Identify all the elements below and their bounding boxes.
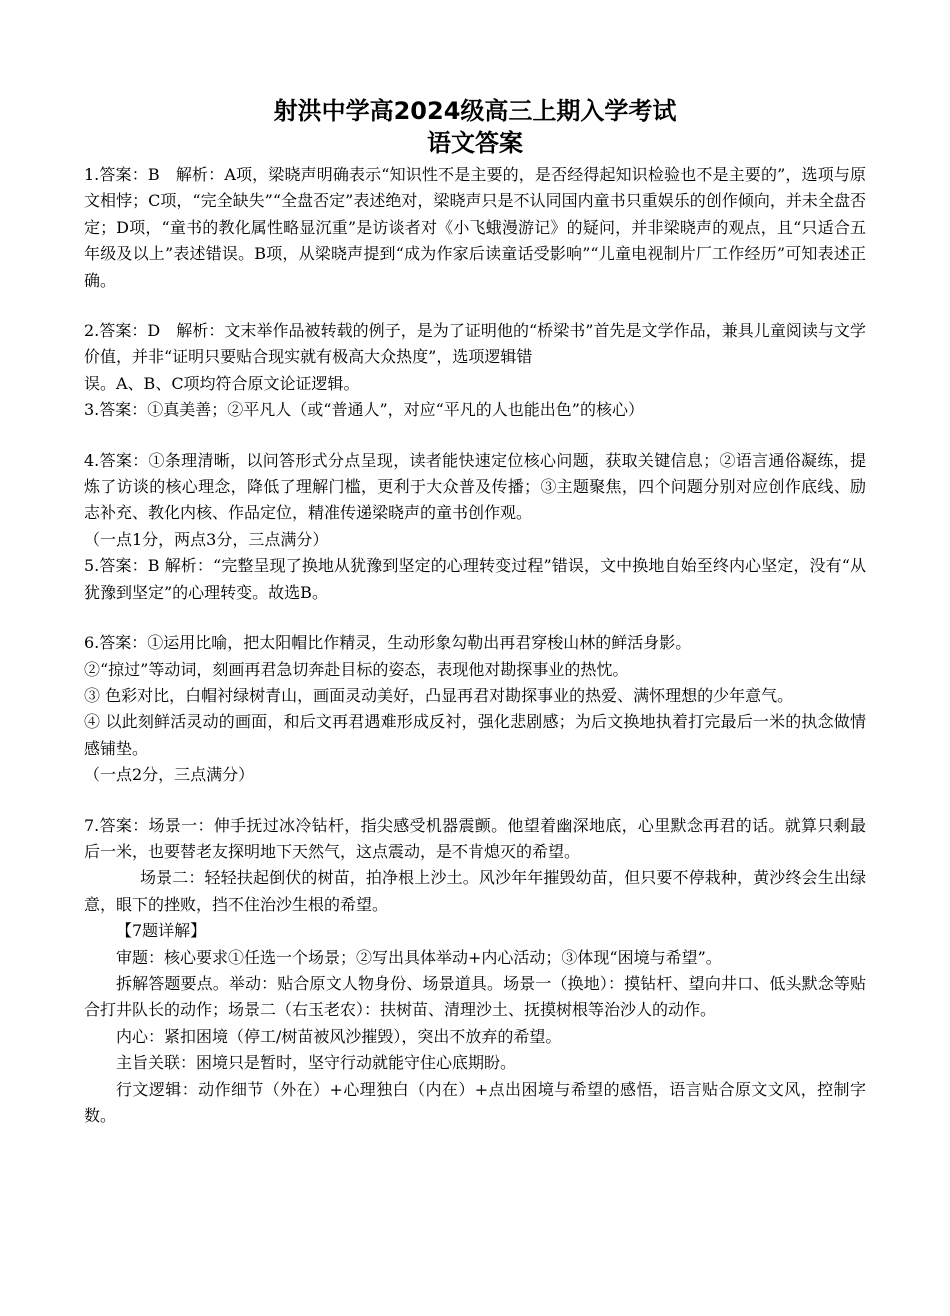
answer-q7-detail-4: 主旨关联：困境只是暂时，坚守行动就能守住心底期盼。 <box>116 1053 517 1073</box>
answer-q7-detail-heading: 【7题详解】 <box>116 921 207 941</box>
answer-q5: 5.答案：B 解析：“完整呈现了换地从犹豫到坚定的心理转变过程”错误，文中换地自始至终内心坚定，没有“从犹豫到坚定”的心理转变。故选B。 <box>84 556 866 602</box>
answer-q7-detail-1: 审题：核心要求①任选一个场景；②写出具体举动+内心活动；③体现“困境与希望”。 <box>116 947 722 967</box>
spacer <box>84 424 866 448</box>
spacer <box>84 294 866 318</box>
answer-q6: 6.答案：①运用比喻，把太阳帽比作精灵，生动形象勾勒出再君穿梭山林的鲜活身影。 <box>84 633 692 653</box>
answer-q6-point2: ②“掠过”等动词，刻画再君急切奔赴目标的姿态，表现他对勘探事业的热忱。 <box>84 659 629 679</box>
answer-q7: 7.答案：场景一：伸手抚过冰冷钻杆，指尖感受机器震颤。他望着幽深地底，心里默念再君的话。就算只剩最后一米，也要替老友探明地下天然气，这点震动，是不肯熄灭的希望。 <box>84 815 866 861</box>
answer-q6-scoring: （一点2分，三点满分） <box>84 765 255 785</box>
answer-q2-continued: 误。A、B、C项均符合原文论证逻辑。 <box>84 373 360 393</box>
page-subtitle: 语文答案 <box>427 129 523 157</box>
answer-document <box>84 96 866 1129</box>
spacer <box>84 789 866 813</box>
answer-q3: 3.答案：①真美善；②平凡人（或“普通人”，对应“平凡的人也能出色”的核心） <box>84 400 644 420</box>
answer-q7-detail-5: 行文逻辑：动作细节（外在）+心理独白（内在）+点出困境与希望的感悟，语言贴合原文文风，控制字数。 <box>84 1079 866 1125</box>
answer-q4-scoring: （一点1分，两点3分，三点满分） <box>84 529 329 549</box>
answer-q4: 4.答案：①条理清晰，以问答形式分点呈现，读者能快速定位核心问题，获取关键信息；②语言通俗凝练，提炼了访谈的核心理念，降低了理解门槛，更利于大众普及传播；③主题聚焦，四个问题分别对应创作底线、励志补充、教化内核、作品定位，精准传递梁晓声的童书创作观。 <box>84 450 866 523</box>
answer-q6-point3: ③ 色彩对比，白帽衬绿树青山，画面灵动美好，凸显再君对勘探事业的热爱、满怀理想的少年意气。 <box>84 685 794 705</box>
spacer <box>84 606 866 630</box>
answer-q6-point4: ④ 以此刻鲜活灵动的画面，和后文再君遇难形成反衬，强化悲剧感；为后文换地执着打完最后一米的执念做情感铺垫。 <box>84 712 866 758</box>
answer-q7-detail-3: 内心：紧扣困境（停工/树苗被风沙摧毁），突出不放弃的希望。 <box>116 1026 562 1046</box>
page-title: 射洪中学高2024级高三上期入学考试 <box>273 97 677 125</box>
answer-q7-detail-2: 拆解答题要点。举动：贴合原文人物身份、场景道具。场景一（换地）：摸钻杆、望向井口、低头默念等贴合打井队长的动作；场景二（右玉老农）：扶树苗、清理沙土、抚摸树根等治沙人的动作。 <box>84 973 866 1020</box>
answer-q1: 1.答案：B 解析：A项，梁晓声明确表示“知识性不是主要的，是否经得起知识检验也不是主要的”，选项与原文相悖；C项，“完全缺失”“全盘否定”表述绝对，梁晓声只是不认同国内童书只重娱乐的创作倾向，并未全盘否定；D项，“童书的教化属性略显沉重”是访谈者对《小飞蛾漫游记》的疑问，并非梁晓声的观点，且“只适合五年级及以上”表述错误。B项，从梁晓声提到“成为作家后读童话受影响”“儿童电视制片厂工作经历”可知表述正确。 <box>84 165 866 290</box>
answer-q7-scene2: 场景二：轻轻扶起倒伏的树苗，拍净根上沙土。风沙年年摧毁幼苗，但只要不停栽种，黄沙终会生出绿意，眼下的挫败，挡不住治沙生根的希望。 <box>84 868 866 914</box>
answer-q2: 2.答案：D 解析：文末举作品被转载的例子，是为了证明他的“桥梁书”首先是文学作品，兼具儿童阅读与文学价值，并非“证明只要贴合现实就有极高大众热度”，选项逻辑错 <box>84 321 866 367</box>
